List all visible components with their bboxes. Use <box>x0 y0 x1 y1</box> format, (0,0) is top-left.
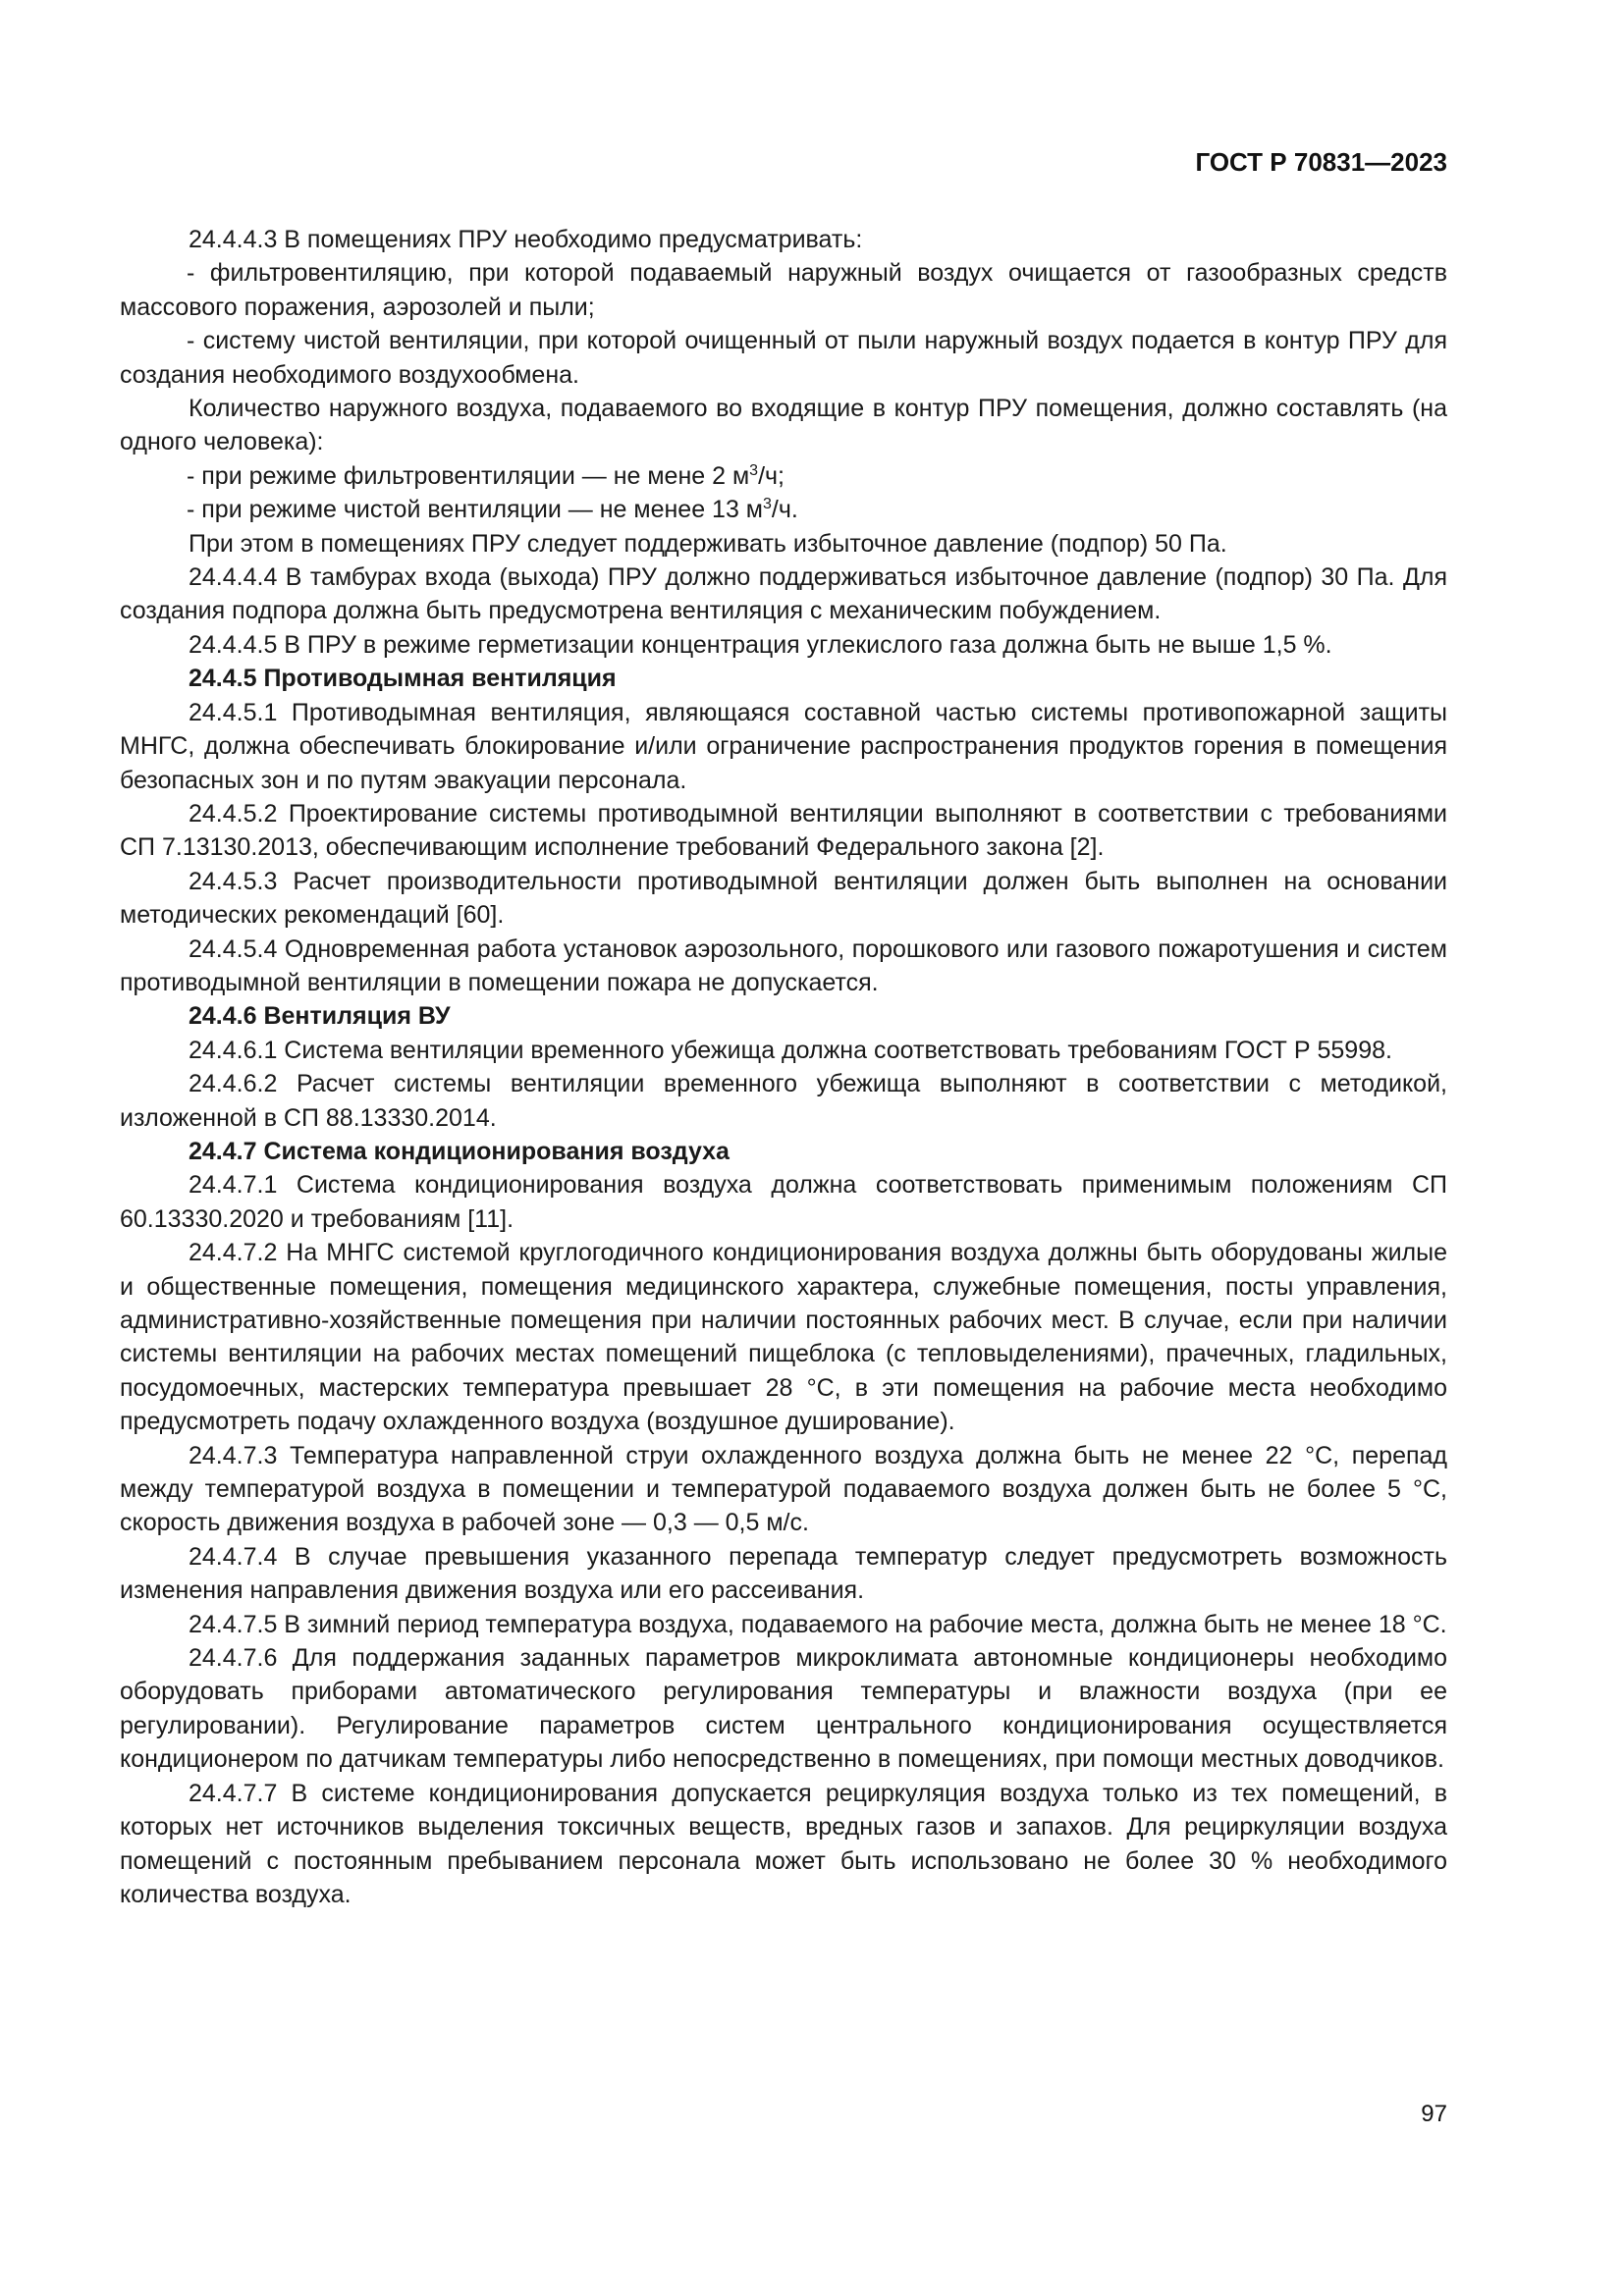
clause-24-4-6-1: 24.4.6.1 Система вентиляции временного убежища должна соответствовать требованиям ГОСТ Р 55998. <box>189 1036 1392 1064</box>
clause-24-4-4-3: 24.4.4.3 В помещениях ПРУ необходимо предусматривать: <box>189 226 863 253</box>
clause-24-4-5-2: 24.4.5.2 Проектирование системы противодымной вентиляции выполняют в соответствии с требованиями СП 7.13130.2013, обеспечивающим исполнение требований Федерального закона [2]. <box>120 799 1447 862</box>
clause-24-4-5-3: 24.4.5.3 Расчет производительности противодымной вентиляции должен быть выполнен на основании методических рекомендаций [60]. <box>120 867 1447 930</box>
list-item-clean-mode-rate <box>120 493 1447 526</box>
paragraph-overpressure: При этом в помещениях ПРУ следует поддерживать избыточное давление (подпор) 50 Па. <box>189 529 1227 558</box>
clause-24-4-7-5: 24.4.7.5 В зимний период температура воздуха, подаваемого на рабочие места, должна быть не менее 18 °С. <box>189 1610 1447 1638</box>
document-header: ГОСТ Р 70831—2023 <box>1195 147 1447 177</box>
rate-text: - при режиме чистой вентиляции — не менее 13 м <box>187 496 763 524</box>
rate-unit: /ч; <box>758 461 785 490</box>
list-item-filter-ventilation: - фильтровентиляцию, при которой подаваемый наружный воздух очищается от газообразных средств массового поражения, аэрозолей и пыли; <box>120 259 1447 321</box>
rate-unit: /ч. <box>771 496 798 524</box>
clause-24-4-5-1: 24.4.5.1 Противодымная вентиляция, являющаяся составной частью системы противопожарной защиты МНГС, должна обеспечивать блокирование и/или ограничение распространения продуктов горения в помещения безопасных зон и по путям эвакуации персонала. <box>120 698 1447 794</box>
clause-24-4-7-3: 24.4.7.3 Температура направленной струи охлажденного воздуха должна быть не менее 22 °С, перепад между температурой воздуха в помещении и температурой подаваемого воздуха должен быть не более 5 °С, скорость движения воздуха в рабочей зоне — 0,3 — 0,5 м/с. <box>120 1441 1447 1537</box>
clause-24-4-5-4: 24.4.5.4 Одновременная работа установок аэрозольного, порошкового или газового пожаротушения и систем противодымной вентиляции в помещении пожара не допускается. <box>120 934 1447 996</box>
clause-24-4-4-5: 24.4.4.5 В ПРУ в режиме герметизации концентрация углекислого газа должна быть не выше 1,5 %. <box>189 630 1332 659</box>
section-heading-24-4-6: 24.4.6 Вентиляция ВУ <box>189 1002 451 1031</box>
clause-24-4-6-2: 24.4.6.2 Расчет системы вентиляции временного убежища выполняют в соответствии с методикой, изложенной в СП 88.13330.2014. <box>120 1070 1447 1132</box>
section-heading-24-4-5: 24.4.5 Противодымная вентиляция <box>189 665 617 693</box>
rate-superscript: 3 <box>763 496 772 513</box>
paragraph-air-quantity: Количество наружного воздуха, подаваемого во входящие в контур ПРУ помещения, должно составлять (на одного человека): <box>120 395 1447 456</box>
clause-24-4-4-4: 24.4.4.4 В тамбурах входа (выхода) ПРУ должно поддерживаться избыточное давление (подпор) 30 Па. Для создания подпора должна быть предусмотрена вентиляция с механическим побуждением. <box>120 563 1447 625</box>
clause-24-4-7-2: 24.4.7.2 На МНГС системой круглогодичного кондиционирования воздуха должны быть оборудованы жилые и общественные помещения, помещения медицинского характера, служебные помещения, посты управления, административно-хозяйственные помещения при наличии постоянных рабочих мест. В случае, если при наличии системы вентиляции на рабочих местах помещений пищеблока (с тепловыделениями), прачечных, гладильных, посудомоечных, мастерских температура превышает 28 °С, в эти помещения на рабочие места необходимо предусмотреть подачу охлажденного воздуха (воздушное душирование). <box>120 1239 1447 1436</box>
clause-24-4-7-6: 24.4.7.6 Для поддержания заданных параметров микроклимата автономные кондиционеры необходимо оборудовать приборами автоматического регулирования температуры и влажности воздуха (при ее регулировании). Регулирование параметров систем центрального кондиционирования осуществляется кондиционером по датчикам температуры либо непосредственно в помещениях, при помощи местных доводчиков. <box>120 1644 1447 1774</box>
rate-superscript: 3 <box>749 461 759 479</box>
page-number: 97 <box>1421 2101 1447 2127</box>
rate-text: - при режиме фильтровентиляции — не мене 2 м <box>187 461 750 490</box>
list-item-clean-ventilation: - систему чистой вентиляции, при которой очищенный от пыли наружный воздух подается в контур ПРУ для создания необходимого воздухообмена. <box>120 327 1447 389</box>
section-heading-24-4-7: 24.4.7 Система кондиционирования воздуха <box>189 1137 730 1165</box>
document-body <box>120 223 1447 1911</box>
clause-24-4-7-1: 24.4.7.1 Система кондиционирования воздуха должна соответствовать применимым положениям СП 60.13330.2020 и требованиям [11]. <box>120 1171 1447 1233</box>
list-item-filter-mode-rate <box>120 459 1447 493</box>
clause-24-4-7-4: 24.4.7.4 В случае превышения указанного перепада температур следует предусмотреть возможность изменения направления движения воздуха или его рассеивания. <box>120 1542 1447 1605</box>
clause-24-4-7-7: 24.4.7.7 В системе кондиционирования допускается рециркуляция воздуха только из тех помещений, в которых нет источников выделения токсичных веществ, вредных газов и запахов. Для рециркуляции воздуха помещений с постоянным пребыванием персонала может быть использовано не более 30 % необходимого количества воздуха. <box>120 1779 1447 1908</box>
